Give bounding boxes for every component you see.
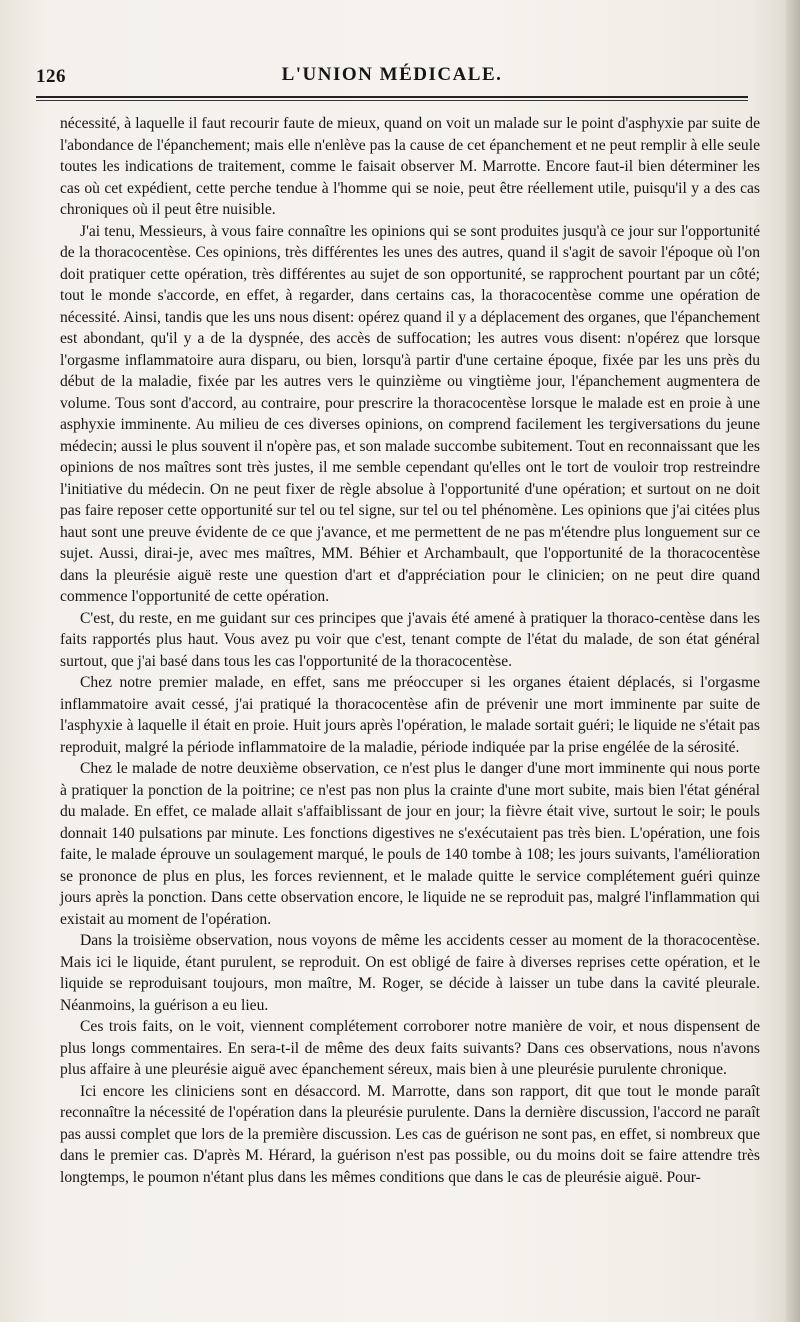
body-text — [60, 113, 760, 1188]
paragraph: Chez notre premier malade, en effet, sans me préoccuper si les organes étaient déplacés, si l'orgasme inflammatoire avait cessé, j'ai pratiqué la thoracocentèse afin de prévenir une mort imminente par suite de l'asphyxie à laquelle il était en proie. Huit jours après l'opération, le malade sortait guéri; le liquide ne s'était pas reproduit, malgré la période inflammatoire de la maladie, période indiquée par la prise engélée de la sérosité. — [60, 674, 760, 756]
running-title: L'UNION MÉDICALE. — [281, 64, 503, 85]
page-binding-edge — [786, 0, 800, 1322]
paragraph: Dans la troisième observation, nous voyons de même les accidents cesser au moment de la thoracocentèse. Mais ici le liquide, étant purulent, se reproduit. On est obligé de faire à diverses reprises cette opération, et le liquide se reproduisant toujours, mon maître, M. Roger, se décide à laisser un tube dans la cavité pleurale. Néanmoins, la guérison a eu lieu. — [60, 932, 760, 1014]
page-header — [36, 64, 748, 94]
paragraph: Ces trois faits, on le voit, viennent complétement corroborer notre manière de voir, et nous dispensent de plus longs commentaires. En sera-t-il de même des deux faits suivants? Dans ces observations, nous n'avons plus affaire à une pleurésie aiguë avec épanchement séreux, mais bien à une pleurésie purulente chronique. — [60, 1018, 760, 1078]
paragraph: J'ai tenu, Messieurs, à vous faire connaître les opinions qui se sont produites jusqu'à ce jour sur l'opportunité de la thoracocentèse. Ces opinions, très différentes les unes des autres, quand il s'agit de savoir l'époque où l'on doit pratiquer cette opération, très différentes au sujet de son opportunité, se rapprochent pourtant par un côté; tout le monde s'accorde, en effet, à regarder, dans certains cas, la thoracocentèse comme une opération de nécessité. Ainsi, tandis que les uns nous disent: opérez quand il y a déplacement des organes, que l'épanchement est abondant, qu'il y a de la dyspnée, des accès de suffocation; les autres vous disent: n'opérez que lorsque l'orgasme inflammatoire aura disparu, ou bien, lorsqu'à partir d'une certaine époque, fixée par les uns près du début de la maladie, fixée par les autres vers le quinzième ou vingtième jour, l'épanchement augmentera de volume. Tous sont d'accord, au contraire, pour prescrire la thoracocentèse lorsque le malade est en proie à une asphyxie imminente. Au milieu de ces diverses opinions, on comprend facilement les tergiversations du jeune médecin; aussi le plus souvent il n'opère pas, et son malade succombe subitement. Tout en reconnaissant que les opinions de nos maîtres sont très justes, il me semble cependant qu'elles ont le tort de vouloir trop restreindre l'initiative du médecin. On ne peut fixer de règle absolue à l'opportunité d'une opération; et surtout on ne doit pas faire reposer cette opportunité sur tel ou tel signe, sur tel ou tel phénomène. Les opinions que j'ai citées plus haut sont une preuve évidente de ce que j'avance, et me permettent de ne pas m'étendre plus longuement sur ce sujet. Aussi, dirai-je, avec mes maîtres, MM. Béhier et Archambault, que l'opportunité de la thoracocentèse dans la pleurésie aiguë reste une question d'art et d'appréciation pour le clinicien; on ne peut dire quand commence l'opportunité de cette opération. — [60, 222, 760, 605]
paragraph: Ici encore les cliniciens sont en désaccord. M. Marrotte, dans son rapport, dit que tout le monde paraît reconnaître la nécessité de l'opération dans la pleurésie purulente. Dans la dernière discussion, l'accord ne paraît pas aussi complet que lors de la première discussion. Les cas de guérison ne sont pas, en effet, si nombreux que dans le premier cas. D'après M. Hérard, la guérison n'est pas possible, ou du moins doit se faire attendre très longtemps, le poumon n'étant plus dans les mêmes conditions que dans le cas de pleurésie aiguë. Pour- — [60, 1082, 760, 1186]
paragraph: Chez le malade de notre deuxième observation, ce n'est plus le danger d'une mort imminente qui nous porte à pratiquer la ponction de la poitrine; ce n'est pas non plus la crainte d'une mort subite, mais bien l'état général du malade. En effet, ce malade allait s'affaiblissant de jour en jour; la fièvre était vive, surtout le soir; le pouls donnait 140 pulsations par minute. Les fonctions digestives ne s'exécutaient pas très bien. L'opération, une fois faite, le malade éprouve un soulagement marqué, le pouls de 140 tombe à 108; les jours suivants, l'amélioration se prononce de plus en plus, les forces reviennent, et le malade quitte le service complétement guéri quinze jours après la ponction. Dans cette observation encore, le liquide ne se reproduit pas, malgré l'inflammation qui existait au moment de l'opération. — [60, 760, 760, 928]
page-number: 126 — [36, 66, 66, 87]
paragraph: C'est, du reste, en me guidant sur ces principes que j'avais été amené à pratiquer la thoraco-centèse dans les faits rapportés plus haut. Vous avez pu voir que c'est, tenant compte de l'état du malade, de son état général surtout, que j'ai basé dans tous les cas l'opportunité de la thoracocentèse. — [60, 609, 760, 670]
paragraph: nécessité, à laquelle il faut recourir faute de mieux, quand on voit un malade sur le point d'asphyxie par suite de l'abondance de l'épanchement; mais elle n'enlève pas la cause de cet épanchement et ne peut remplir à elle seule toutes les indications de traitement, comme le faisait observer M. Marrotte. Encore faut-il bien déterminer les cas où cet expédient, cette perche tendue à l'homme qui se noie, peut être réellement utile, puisqu'il y a des cas chroniques où il peut être nuisible. — [60, 115, 760, 218]
header-rule-thin — [36, 100, 748, 101]
header-rule — [36, 96, 748, 98]
